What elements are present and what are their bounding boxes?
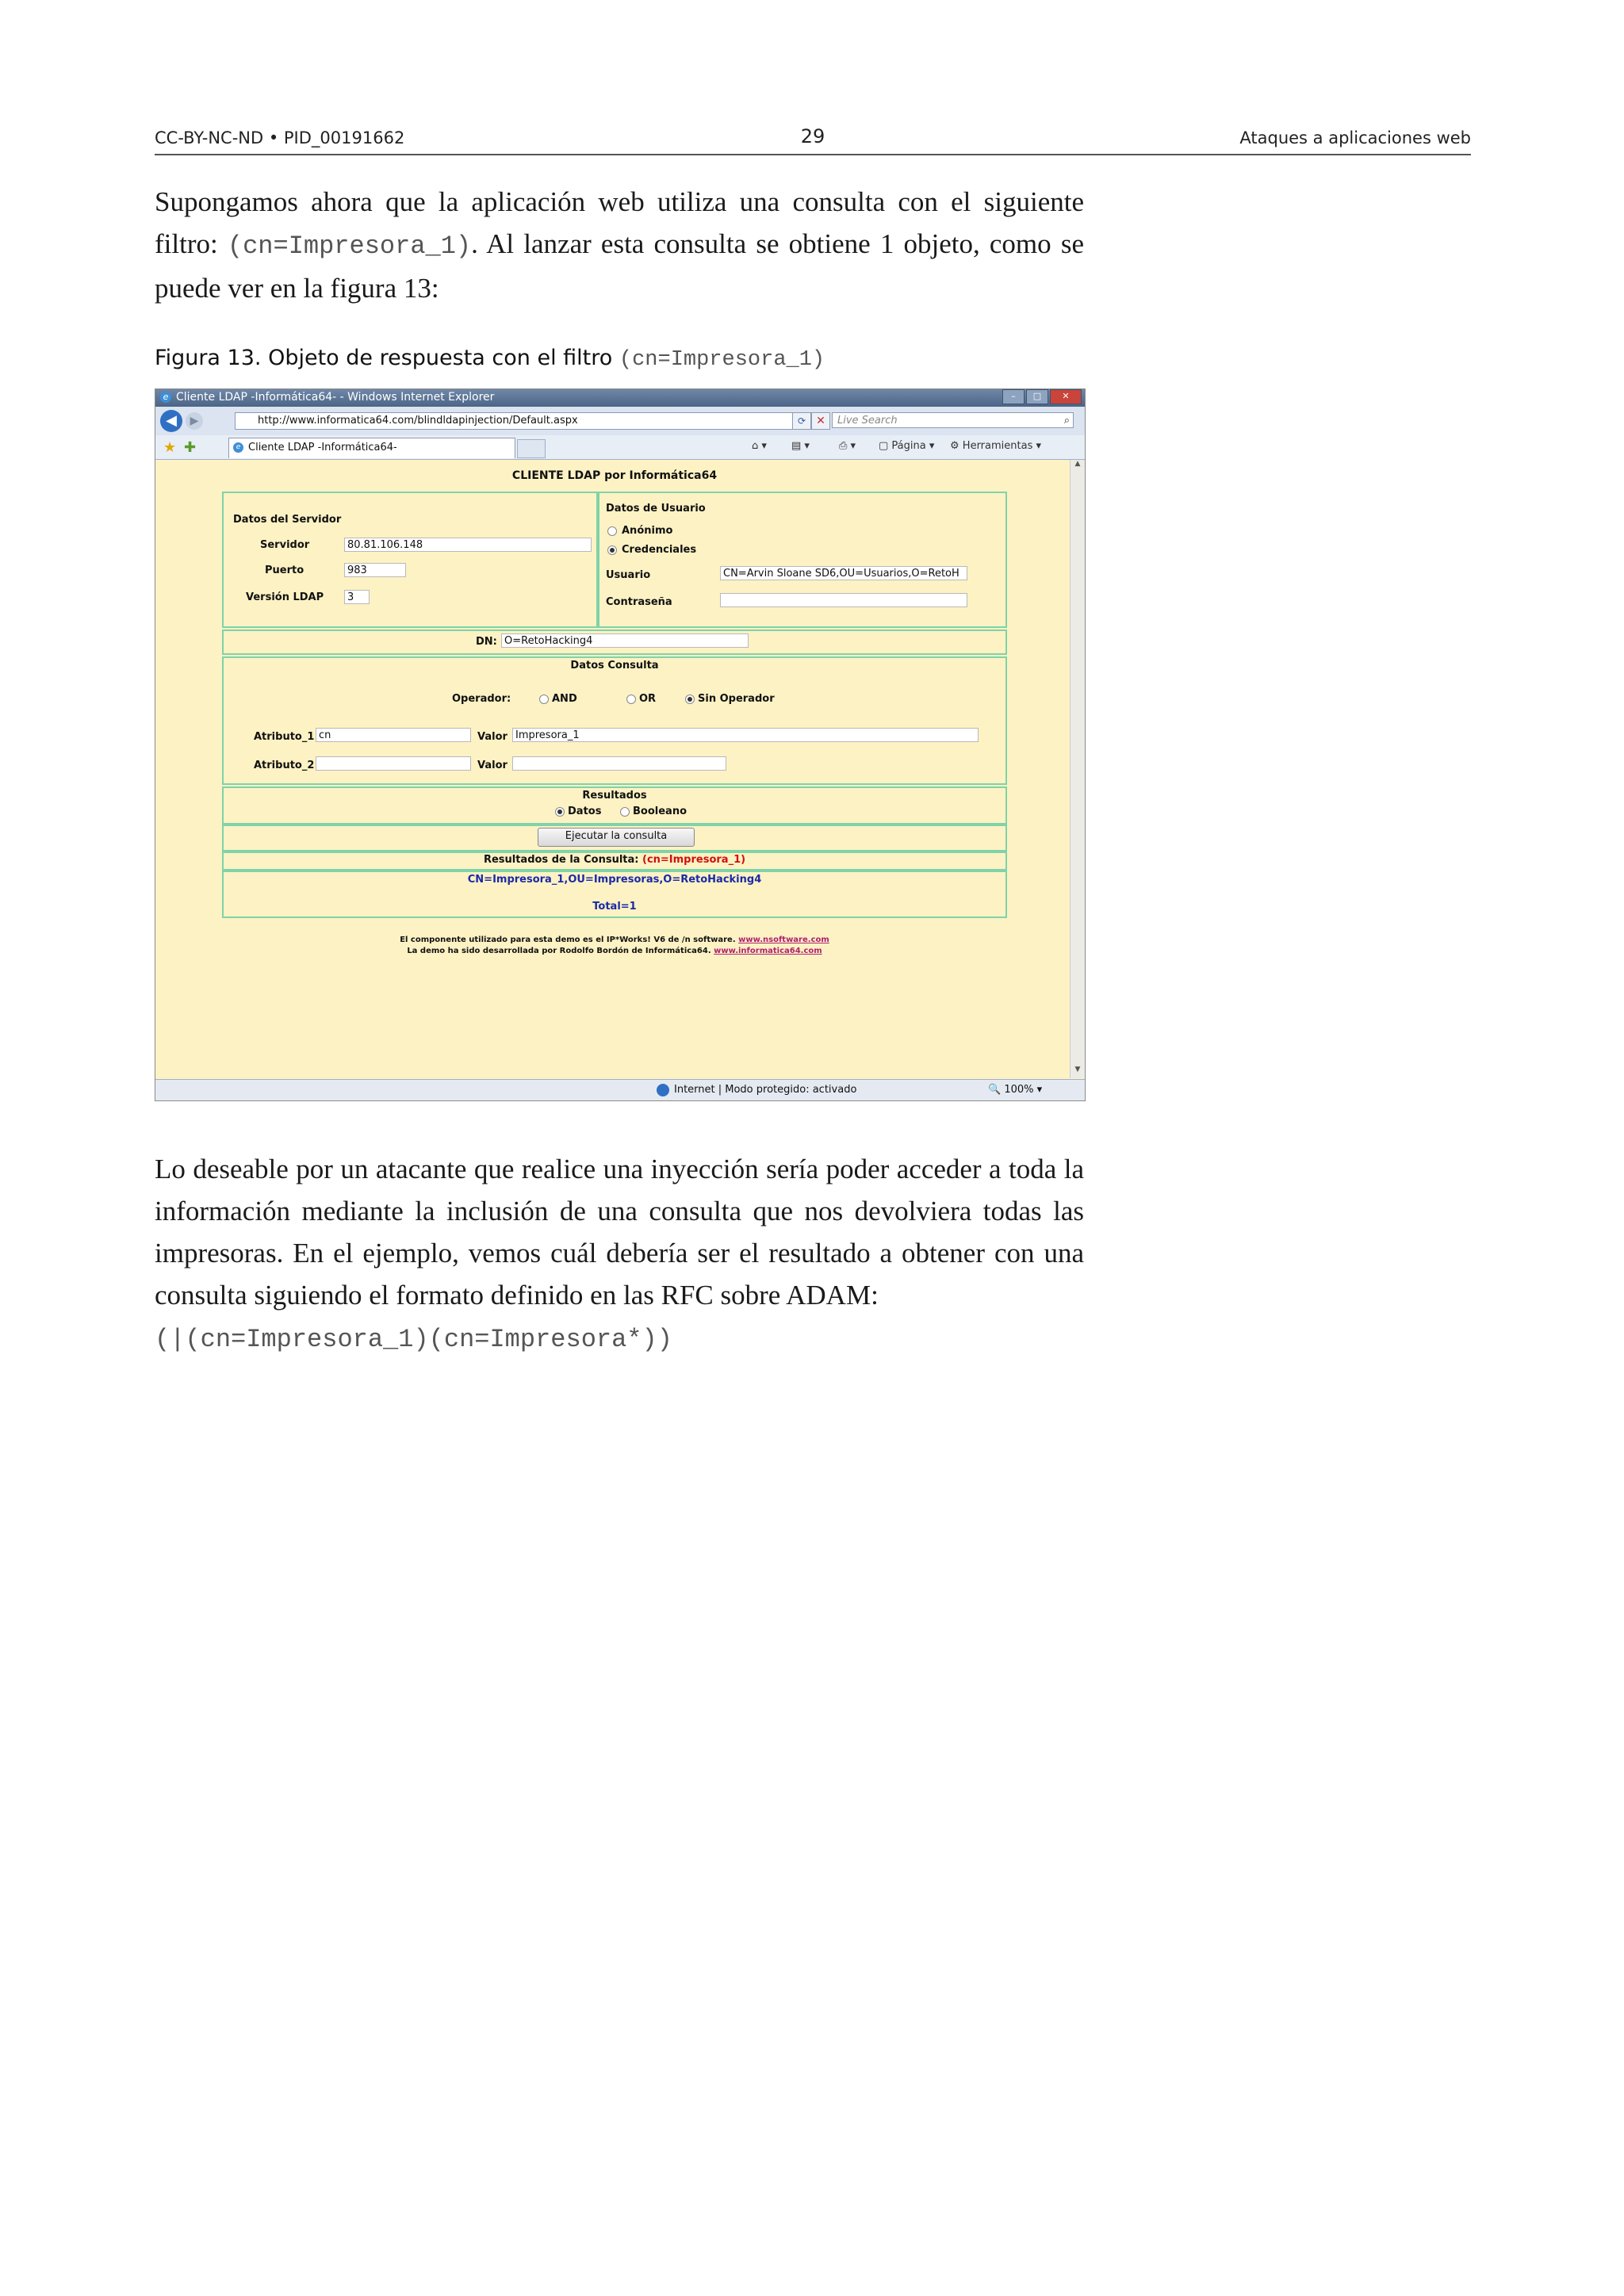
tab-ie-icon: e bbox=[233, 442, 243, 453]
home-icon[interactable]: ⌂ ▾ bbox=[752, 440, 767, 452]
atributo1-label: Atributo_1 bbox=[254, 731, 315, 743]
document-title: Ataques a aplicaciones web bbox=[1239, 128, 1471, 147]
and-radio[interactable] bbox=[539, 695, 549, 704]
tools-menu-label: Herramientas bbox=[962, 440, 1033, 452]
page-header bbox=[155, 125, 1471, 155]
puerto-input[interactable]: 983 bbox=[344, 563, 406, 577]
or-label: OR bbox=[639, 693, 657, 705]
search-icon[interactable]: ⌕ bbox=[1063, 415, 1070, 427]
atributo2-input[interactable] bbox=[316, 756, 471, 771]
results-section-label: Resultados bbox=[582, 790, 647, 802]
close-button[interactable]: ✕ bbox=[1050, 389, 1082, 404]
vertical-scrollbar[interactable] bbox=[1070, 460, 1085, 1078]
dn-input[interactable]: O=RetoHacking4 bbox=[501, 633, 749, 648]
license-id: CC-BY-NC-ND • PID_00191662 bbox=[155, 128, 405, 147]
url-field[interactable]: http://www.informatica64.com/blindldapinjection/Default.aspx bbox=[235, 412, 814, 430]
booleano-label: Booleano bbox=[633, 806, 688, 817]
query-section bbox=[222, 656, 1007, 785]
server-section-label: Datos del Servidor bbox=[233, 514, 342, 526]
caption-text: Figura 13. Objeto de respuesta con el filtro bbox=[155, 346, 619, 370]
footer-text-1: El componente utilizado para esta demo es el IP*Works! V6 de /n software. bbox=[400, 936, 736, 944]
scroll-down-icon[interactable]: ▼ bbox=[1074, 1066, 1081, 1073]
add-favorites-icon[interactable]: ✚ bbox=[184, 439, 197, 456]
anonimo-label: Anónimo bbox=[622, 525, 673, 537]
server-section bbox=[222, 492, 598, 628]
address-bar bbox=[155, 407, 1085, 436]
page-menu[interactable]: ▢ Página ▾ bbox=[879, 440, 935, 452]
credenciales-radio[interactable] bbox=[607, 545, 617, 555]
results-options-section bbox=[222, 786, 1007, 825]
dn-section bbox=[222, 629, 1007, 655]
intro-text-2: . Al lanzar esta consulta se obtiene 1 objeto, como se puede ver en la figura 13: bbox=[155, 228, 1084, 304]
feeds-icon[interactable]: ▤ ▾ bbox=[791, 440, 810, 452]
intro-code: (cn=Impresora_1) bbox=[227, 232, 472, 261]
and-label: AND bbox=[552, 693, 577, 705]
atributo1-input[interactable]: cn bbox=[316, 728, 471, 742]
search-field[interactable] bbox=[832, 412, 1074, 428]
outro-paragraph bbox=[155, 1148, 1084, 1360]
footer-text-2: La demo ha sido desarrollada por Rodolfo Bordón de Informática64. bbox=[407, 947, 711, 955]
or-radio[interactable] bbox=[626, 695, 636, 704]
operador-label: Operador: bbox=[452, 693, 511, 705]
ie-logo-icon: e bbox=[160, 392, 171, 403]
valor1-input[interactable]: Impresora_1 bbox=[512, 728, 979, 742]
query-section-label: Datos Consulta bbox=[570, 660, 659, 672]
refresh-icon[interactable]: ⟳ bbox=[792, 412, 811, 430]
datos-radio[interactable] bbox=[555, 807, 565, 817]
servidor-input[interactable]: 80.81.106.148 bbox=[344, 538, 592, 552]
window-titlebar bbox=[155, 389, 1085, 407]
outro-text: Lo deseable por un atacante que realice una inyección sería poder acceder a toda la información mediante la inclusión de una consulta que nos devolviera todas las impresoras. En el ejemplo, vemos cuál debería ser el resultado a obtener con una consulta siguiendo el formato definido en las RFC sobre ADAM: bbox=[155, 1154, 1084, 1311]
page-content bbox=[162, 460, 1067, 1078]
valor1-label: Valor bbox=[477, 731, 508, 743]
browser-screenshot bbox=[155, 388, 1086, 1101]
app-title: CLIENTE LDAP por Informática64 bbox=[511, 469, 718, 482]
nsoftware-link[interactable]: www.nsoftware.com bbox=[738, 936, 829, 944]
execute-row bbox=[222, 825, 1007, 851]
favorites-bar bbox=[155, 435, 1085, 460]
datos-label: Datos bbox=[568, 806, 602, 817]
result-heading-prefix: Resultados de la Consulta: bbox=[483, 854, 639, 866]
zoom-control[interactable]: 🔍 100% ▾ bbox=[988, 1084, 1043, 1096]
favorites-star-icon[interactable]: ★ bbox=[163, 439, 177, 456]
maximize-button[interactable]: □ bbox=[1026, 389, 1048, 404]
status-bar bbox=[155, 1079, 1085, 1100]
page-menu-label: Página bbox=[891, 440, 926, 452]
caption-code: (cn=Impresora_1) bbox=[619, 348, 825, 372]
dn-label: DN: bbox=[476, 636, 497, 648]
minimize-button[interactable]: – bbox=[1002, 389, 1025, 404]
sin-operador-label: Sin Operador bbox=[698, 693, 775, 705]
tab-title: Cliente LDAP -Informática64- bbox=[248, 442, 397, 453]
intro-paragraph bbox=[155, 181, 1084, 309]
usuario-label: Usuario bbox=[606, 569, 651, 581]
forward-button[interactable]: ▶ bbox=[186, 412, 203, 430]
footer-line-1 bbox=[162, 936, 1067, 944]
result-total: Total=1 bbox=[592, 901, 637, 913]
stop-icon[interactable]: ✕ bbox=[811, 412, 830, 430]
back-button[interactable]: ◀ bbox=[160, 410, 182, 432]
password-label: Contraseña bbox=[606, 596, 672, 608]
atributo2-label: Atributo_2 bbox=[254, 760, 315, 771]
puerto-label: Puerto bbox=[265, 564, 304, 576]
window-title: Cliente LDAP -Informática64- - Windows Internet Explorer bbox=[176, 391, 495, 404]
execute-query-button[interactable]: Ejecutar la consulta bbox=[538, 828, 695, 847]
print-icon[interactable]: ⎙ ▾ bbox=[839, 440, 856, 452]
status-text: Internet | Modo protegido: activado bbox=[674, 1084, 857, 1096]
result-heading-row bbox=[222, 851, 1007, 871]
password-input[interactable] bbox=[720, 593, 967, 607]
new-tab-button[interactable] bbox=[517, 439, 546, 458]
search-placeholder: Live Search bbox=[837, 415, 898, 427]
footer-line-2 bbox=[162, 947, 1067, 955]
browser-tab[interactable] bbox=[228, 438, 515, 458]
result-heading bbox=[224, 854, 1005, 866]
valor2-label: Valor bbox=[477, 760, 508, 771]
result-dn: CN=Impresora_1,OU=Impresoras,O=RetoHacking4 bbox=[467, 874, 762, 886]
informatica64-link[interactable]: www.informatica64.com bbox=[714, 947, 822, 955]
page-number: 29 bbox=[800, 125, 825, 147]
window-controls bbox=[1001, 389, 1082, 404]
zoom-value: 100% bbox=[1004, 1084, 1034, 1096]
usuario-input[interactable]: CN=Arvin Sloane SD6,OU=Usuarios,O=RetoH bbox=[720, 566, 967, 580]
result-data-section bbox=[222, 871, 1007, 918]
version-input[interactable]: 3 bbox=[344, 590, 370, 604]
tools-menu[interactable]: ⚙ Herramientas ▾ bbox=[950, 440, 1042, 452]
user-section-label: Datos de Usuario bbox=[606, 503, 706, 515]
outro-code: (|(cn=Impresora_1)(cn=Impresora*)) bbox=[155, 1325, 672, 1354]
anonimo-radio[interactable] bbox=[607, 526, 617, 536]
version-label: Versión LDAP bbox=[246, 591, 324, 603]
user-section bbox=[598, 492, 1007, 628]
scroll-up-icon[interactable]: ▲ bbox=[1074, 460, 1081, 468]
valor2-input[interactable] bbox=[512, 756, 726, 771]
credenciales-label: Credenciales bbox=[622, 544, 697, 556]
figure-caption bbox=[155, 346, 825, 372]
intro-text-1: Supongamos ahora que la aplicación web utiliza una consulta con el siguiente filtro: bbox=[155, 186, 1084, 259]
sin-operador-radio[interactable] bbox=[685, 695, 695, 704]
globe-icon bbox=[657, 1084, 669, 1096]
servidor-label: Servidor bbox=[260, 539, 310, 551]
result-heading-filter: (cn=Impresora_1) bbox=[642, 854, 746, 866]
booleano-radio[interactable] bbox=[620, 807, 630, 817]
